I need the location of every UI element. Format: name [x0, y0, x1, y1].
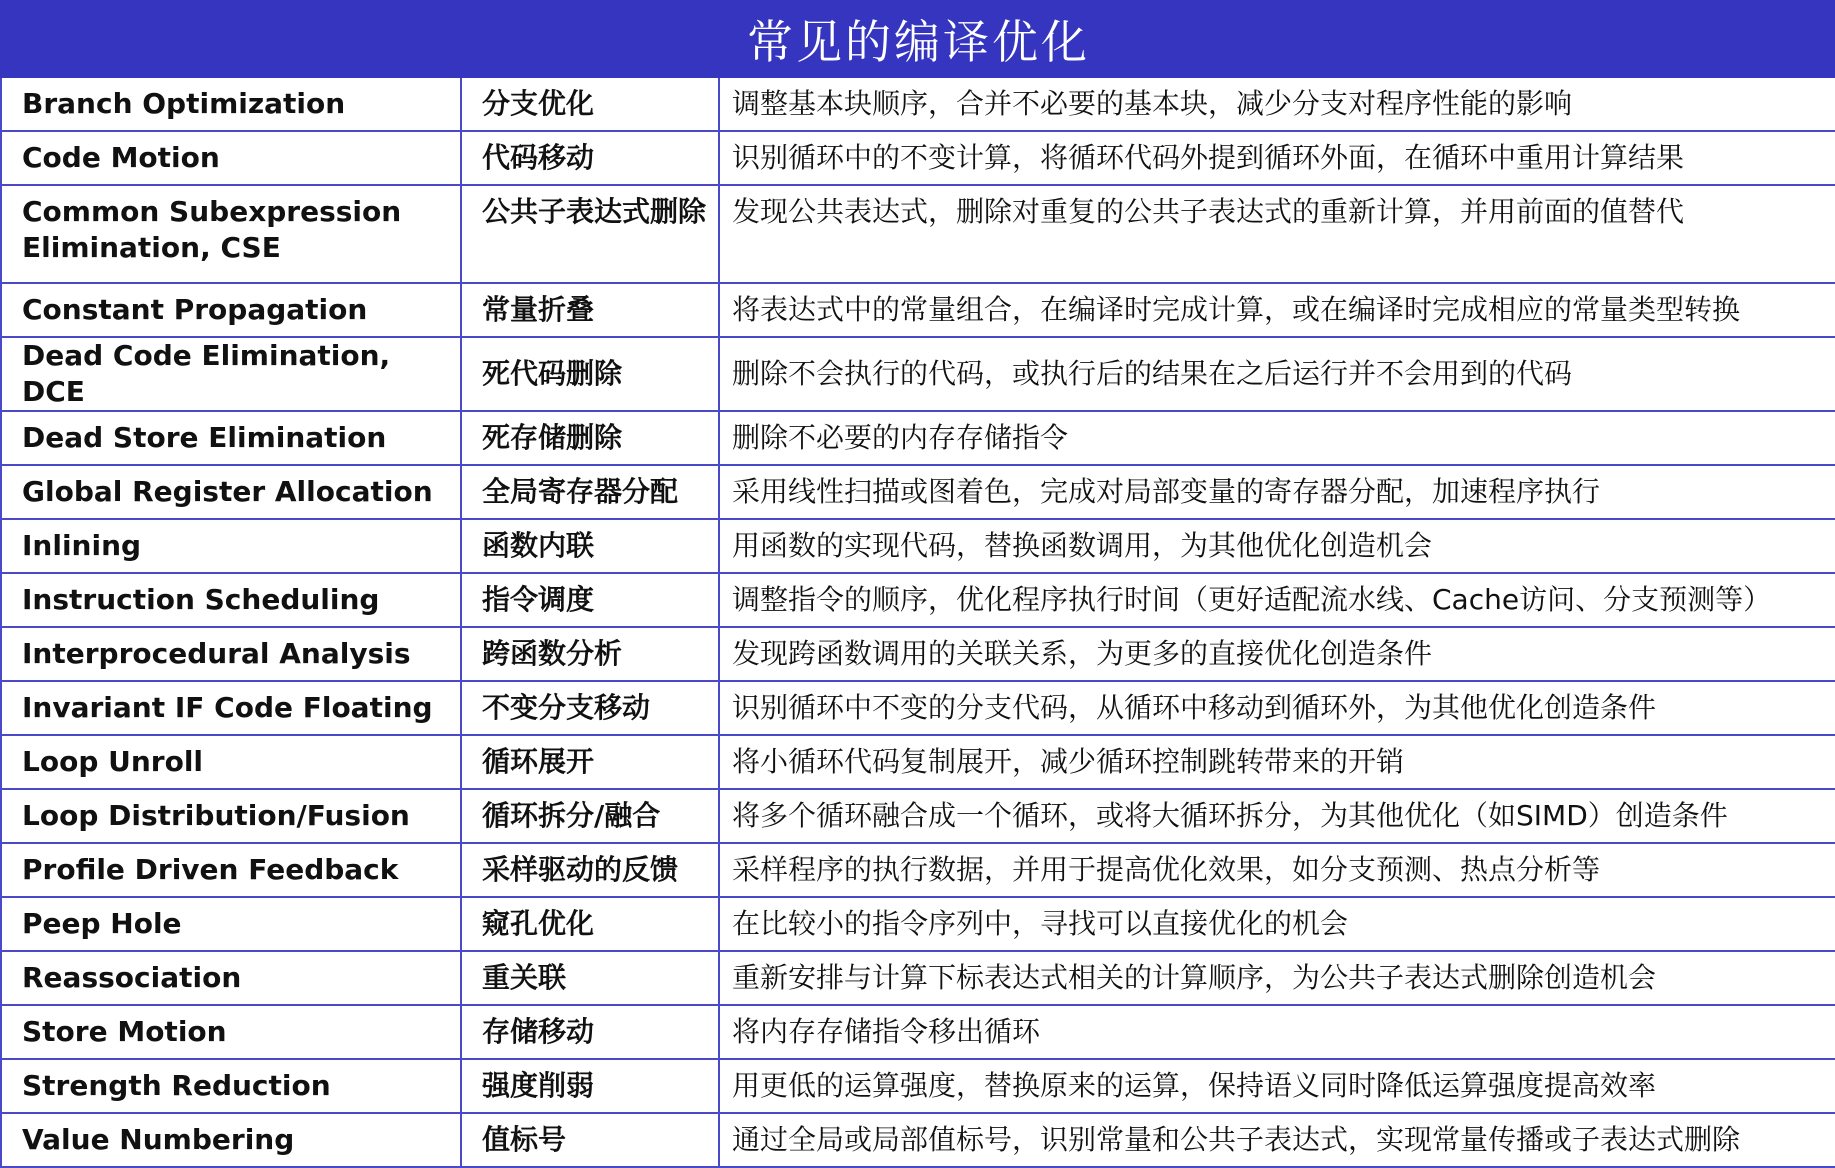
- term-english: Store Motion: [1, 1005, 461, 1059]
- term-chinese: 不变分支移动: [461, 681, 719, 735]
- term-english: Interprocedural Analysis: [1, 627, 461, 681]
- table-row: [1, 735, 1835, 789]
- term-english: Branch Optimization: [1, 77, 461, 131]
- term-chinese: 函数内联: [461, 519, 719, 573]
- term-english: Value Numbering: [1, 1113, 461, 1167]
- term-description: 采用线性扫描或图着色，完成对局部变量的寄存器分配，加速程序执行: [719, 465, 1835, 519]
- title-row: [1, 1, 1835, 77]
- term-chinese: 存储移动: [461, 1005, 719, 1059]
- table-row: [1, 627, 1835, 681]
- term-chinese: 强度削弱: [461, 1059, 719, 1113]
- term-english: Dead Code Elimination, DCE: [1, 337, 461, 411]
- term-english: Code Motion: [1, 131, 461, 185]
- term-chinese: 采样驱动的反馈: [461, 843, 719, 897]
- term-chinese: 死存储删除: [461, 411, 719, 465]
- term-chinese: 代码移动: [461, 131, 719, 185]
- term-chinese: 全局寄存器分配: [461, 465, 719, 519]
- term-english: Loop Distribution/Fusion: [1, 789, 461, 843]
- table-row: [1, 1059, 1835, 1113]
- term-description: 发现跨函数调用的关联关系，为更多的直接优化创造条件: [719, 627, 1835, 681]
- term-english: Inlining: [1, 519, 461, 573]
- term-description: 将多个循环融合成一个循环，或将大循环拆分，为其他优化（如SIMD）创造条件: [719, 789, 1835, 843]
- term-description: 用更低的运算强度，替换原来的运算，保持语义同时降低运算强度提高效率: [719, 1059, 1835, 1113]
- term-description: 将内存存储指令移出循环: [719, 1005, 1835, 1059]
- term-description: 删除不必要的内存存储指令: [719, 411, 1835, 465]
- term-chinese: 公共子表达式删除: [461, 185, 719, 283]
- term-chinese: 常量折叠: [461, 283, 719, 337]
- term-description: 调整指令的顺序，优化程序执行时间（更好适配流水线、Cache访问、分支预测等）: [719, 573, 1835, 627]
- term-chinese: 指令调度: [461, 573, 719, 627]
- term-english: Invariant IF Code Floating: [1, 681, 461, 735]
- term-chinese: 跨函数分析: [461, 627, 719, 681]
- table-row: [1, 789, 1835, 843]
- table-row: [1, 1005, 1835, 1059]
- table-row: [1, 1113, 1835, 1167]
- term-description: 识别循环中的不变计算，将循环代码外提到循环外面，在循环中重用计算结果: [719, 131, 1835, 185]
- term-chinese: 循环展开: [461, 735, 719, 789]
- table-row: [1, 843, 1835, 897]
- table-row: [1, 897, 1835, 951]
- term-english: Instruction Scheduling: [1, 573, 461, 627]
- term-chinese: 分支优化: [461, 77, 719, 131]
- term-english: Profile Driven Feedback: [1, 843, 461, 897]
- table-row: [1, 951, 1835, 1005]
- term-description: 在比较小的指令序列中，寻找可以直接优化的机会: [719, 897, 1835, 951]
- term-chinese: 重关联: [461, 951, 719, 1005]
- table-row: [1, 411, 1835, 465]
- term-description: 重新安排与计算下标表达式相关的计算顺序，为公共子表达式删除创造机会: [719, 951, 1835, 1005]
- table-row: [1, 131, 1835, 185]
- table-row: [1, 465, 1835, 519]
- term-english: Peep Hole: [1, 897, 461, 951]
- table-row: [1, 519, 1835, 573]
- table-row: [1, 573, 1835, 627]
- term-description: 识别循环中不变的分支代码，从循环中移动到循环外，为其他优化创造条件: [719, 681, 1835, 735]
- table-title: 常见的编译优化: [1, 1, 1835, 77]
- term-english: Common Subexpression Elimination, CSE: [1, 185, 461, 283]
- term-chinese: 值标号: [461, 1113, 719, 1167]
- term-english: Loop Unroll: [1, 735, 461, 789]
- table-row: [1, 337, 1835, 411]
- table-row: [1, 681, 1835, 735]
- term-english: Strength Reduction: [1, 1059, 461, 1113]
- term-chinese: 窥孔优化: [461, 897, 719, 951]
- term-description: 将小循环代码复制展开，减少循环控制跳转带来的开销: [719, 735, 1835, 789]
- table-row: [1, 283, 1835, 337]
- term-description: 采样程序的执行数据，并用于提高优化效果，如分支预测、热点分析等: [719, 843, 1835, 897]
- term-description: 删除不会执行的代码，或执行后的结果在之后运行并不会用到的代码: [719, 337, 1835, 411]
- table-row: [1, 77, 1835, 131]
- term-description: 调整基本块顺序，合并不必要的基本块，减少分支对程序性能的影响: [719, 77, 1835, 131]
- term-description: 通过全局或局部值标号，识别常量和公共子表达式，实现常量传播或子表达式删除: [719, 1113, 1835, 1167]
- term-english: Global Register Allocation: [1, 465, 461, 519]
- term-chinese: 死代码删除: [461, 337, 719, 411]
- term-description: 用函数的实现代码，替换函数调用，为其他优化创造机会: [719, 519, 1835, 573]
- term-description: 发现公共表达式，删除对重复的公共子表达式的重新计算，并用前面的值替代: [719, 185, 1835, 283]
- table-row: [1, 185, 1835, 283]
- term-chinese: 循环拆分/融合: [461, 789, 719, 843]
- term-english: Reassociation: [1, 951, 461, 1005]
- term-english: Constant Propagation: [1, 283, 461, 337]
- term-description: 将表达式中的常量组合，在编译时完成计算，或在编译时完成相应的常量类型转换: [719, 283, 1835, 337]
- term-english: Dead Store Elimination: [1, 411, 461, 465]
